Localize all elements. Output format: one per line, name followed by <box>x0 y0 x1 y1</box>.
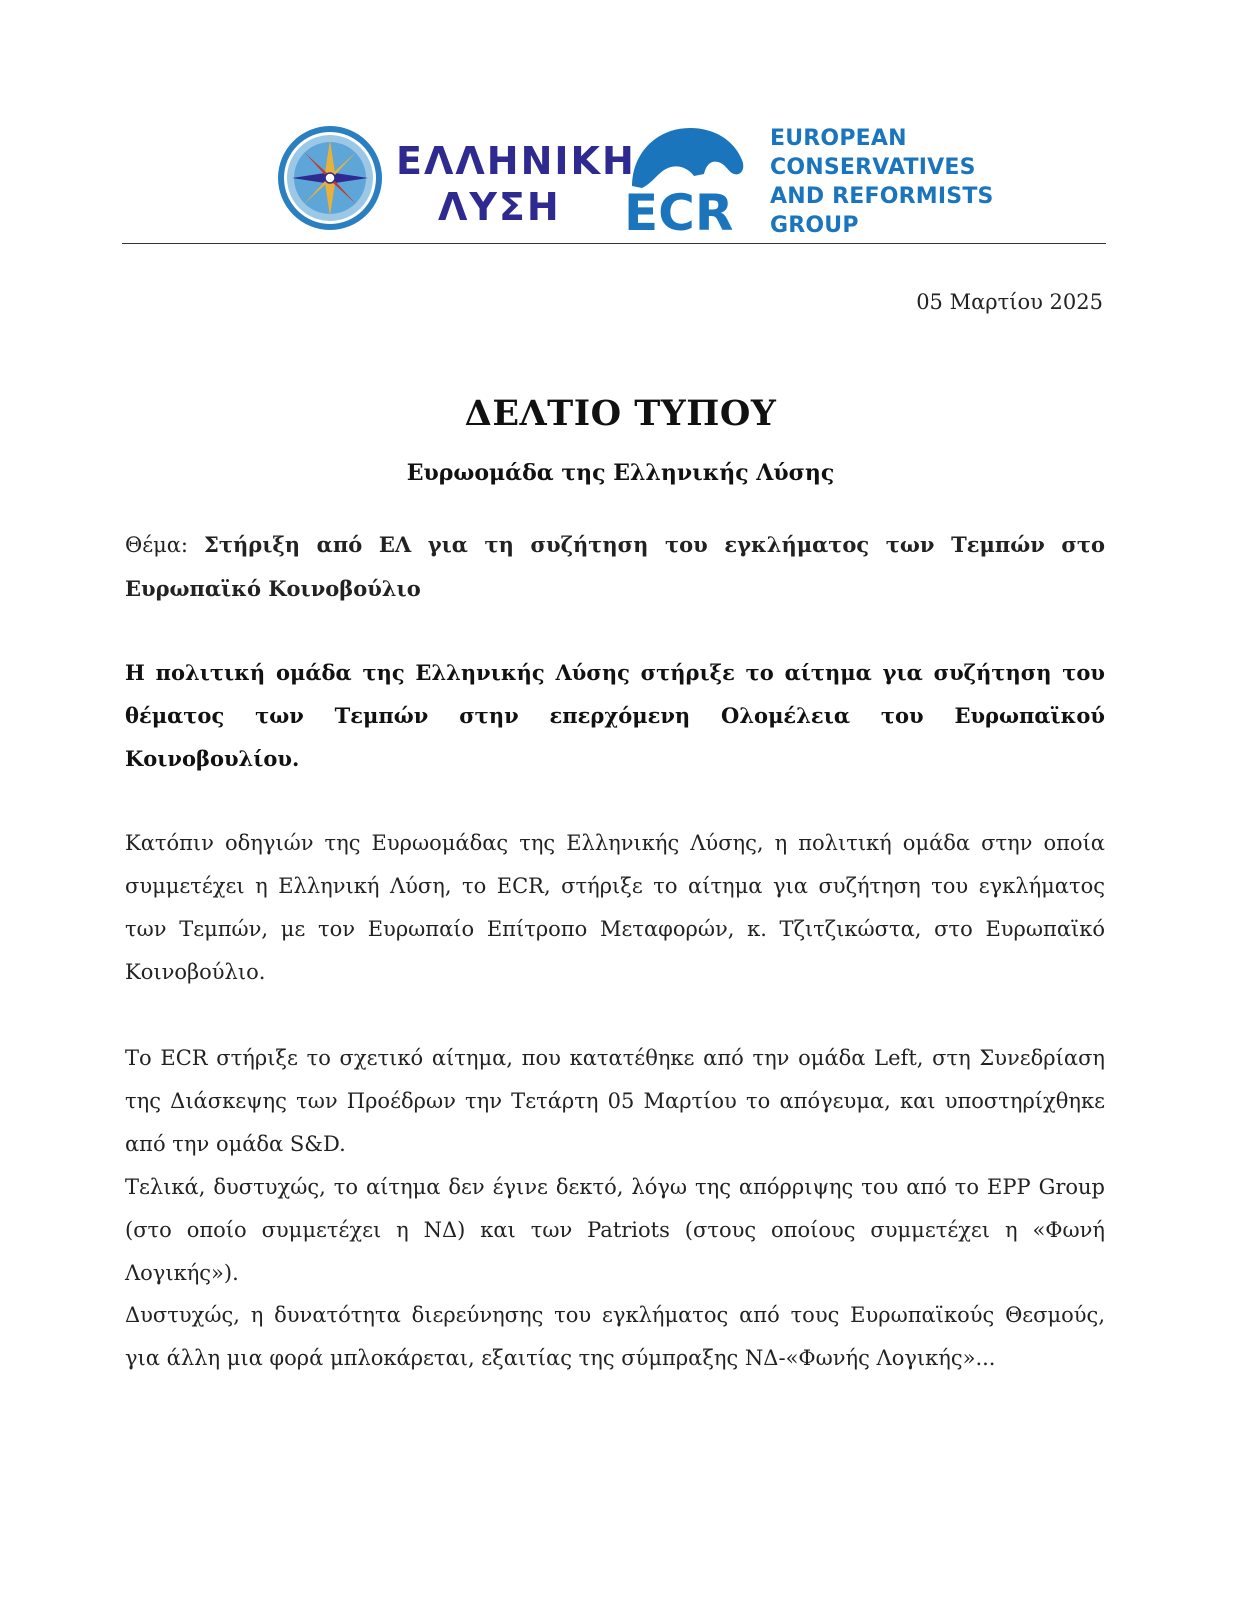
subject-label: Θέμα: <box>125 533 188 557</box>
body-paragraph <box>125 1037 1105 1166</box>
body-paragraph <box>125 1166 1105 1295</box>
ecr-name-line: EUROPEAN <box>770 126 907 151</box>
compass-logo-icon <box>276 124 384 232</box>
ecr-logo-icon <box>622 124 752 236</box>
subject-line <box>125 523 1105 611</box>
ecr-group-name <box>770 124 994 240</box>
el-logo-line1: ΕΛΛΗΝΙΚΗ <box>396 139 636 183</box>
body-paragraph <box>125 822 1105 994</box>
elliniki-lysi-wordmark <box>396 138 636 230</box>
lead-paragraph <box>125 651 1105 780</box>
lead-text: Η πολιτική ομάδα της Ελληνικής Λύσης στήριξε το αίτημα για συζήτηση του θέματος των Τεμπών στην επερχόμενη Ολομέλεια του Ευρωπαϊκού Κοινοβουλίου. <box>125 660 1105 771</box>
subject-text: Στήριξη από ΕΛ για τη συζήτηση του εγκλήματος των Τεμπών στο Ευρωπαϊκό Κοινοβούλιο <box>125 532 1105 601</box>
paragraph-text: Τελικά, δυστυχώς, το αίτημα δεν έγινε δεκτό, λόγω της απόρριψης του από το EPP Group (στο οποίο συμμετέχει η ΝΔ) και των Patriots (στους οποίους συμμετέχει η «Φωνή Λογικής»). <box>125 1175 1105 1285</box>
el-logo-line2: ΛΥΣΗ <box>438 185 561 229</box>
paragraph-text: Το ECR στήριξε το σχετικό αίτημα, που κατατέθηκε από την ομάδα Left, στη Συνεδρίαση της Διάσκεψης των Προέδρων την Τετάρτη 05 Μαρτίου το απόγευμα, και υποστηρίχθηκε από την ομάδα S&D. <box>125 1046 1105 1156</box>
ecr-name-line: CONSERVATIVES <box>770 155 976 180</box>
header-divider <box>122 243 1106 244</box>
document-title: ΔΕΛΤΙΟ ΤΥΠΟΥ <box>464 393 777 434</box>
body-paragraph <box>125 1294 1105 1380</box>
paragraph-text: Δυστυχώς, η δυνατότητα διερεύνησης του εγκλήματος από τους Ευρωπαϊκούς Θεσμούς, για άλλη μια φορά μπλοκάρεται, εξαιτίας της σύμπραξης ΝΔ-«Φωνής Λογικής»... <box>125 1303 1105 1370</box>
ecr-name-line: AND REFORMISTS <box>770 184 994 209</box>
ecr-name-line: GROUP <box>770 213 859 238</box>
ecr-mark-text: ECR <box>624 184 734 236</box>
document-date: 05 Μαρτίου 2025 <box>916 290 1103 314</box>
document-subtitle: Ευρωομάδα της Ελληνικής Λύσης <box>406 460 835 486</box>
letterhead <box>0 0 1241 245</box>
paragraph-text: Κατόπιν οδηγιών της Ευρωομάδας της Ελληνικής Λύσης, η πολιτική ομάδα στην οποία συμμετέχει η Ελληνική Λύση, το ECR, στήριξε το αίτημα για συζήτηση του εγκλήματος των Τεμπών, με τον Ευρωπαίο Επίτροπο Μεταφορών, κ. Τζιτζικώστα, στο Ευρωπαϊκό Κοινοβούλιο. <box>125 831 1105 984</box>
